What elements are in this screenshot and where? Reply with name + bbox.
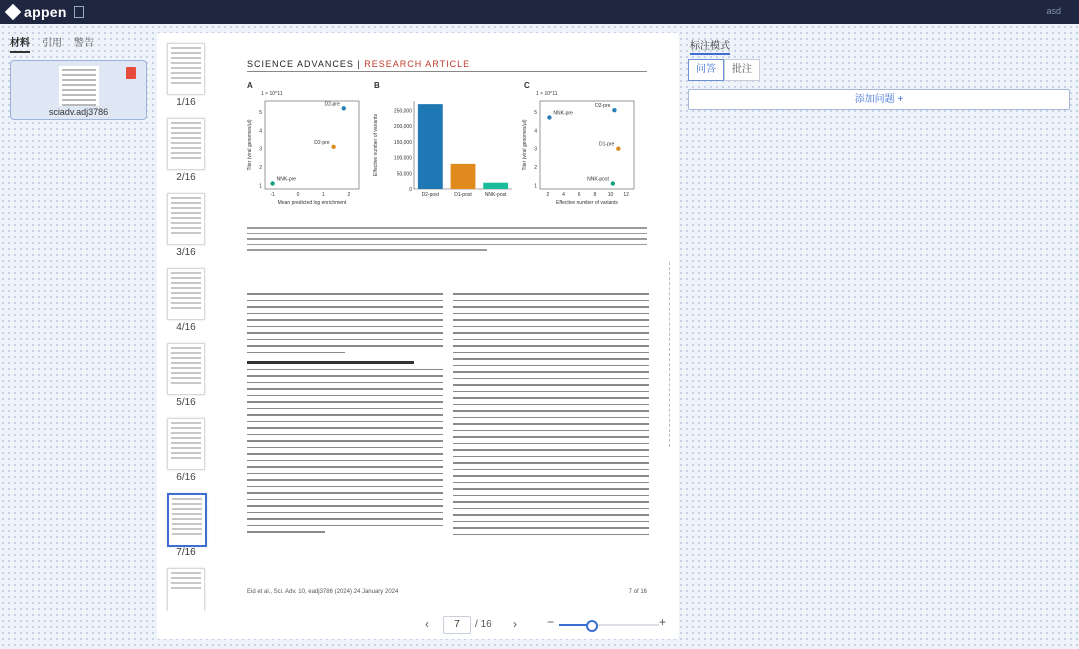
- point-label: D1-pre: [599, 141, 615, 148]
- y-tick-label: 250,000: [393, 108, 412, 115]
- data-point: [270, 181, 274, 185]
- thumbnail-label: 1/16: [176, 97, 196, 108]
- header-rule: [247, 71, 647, 72]
- pager: [157, 615, 679, 635]
- thumbnail-label: 7/16: [176, 547, 196, 558]
- thumbnail-page-3[interactable]: [163, 191, 209, 266]
- journal-name: SCIENCE ADVANCES: [247, 59, 354, 69]
- data-point: [616, 146, 620, 150]
- next-page-icon[interactable]: ›: [513, 617, 517, 631]
- annotation-tabs: [688, 59, 760, 81]
- x-tick-label: -1: [270, 192, 275, 198]
- thumbnail-page-7[interactable]: [163, 491, 209, 566]
- tab-references[interactable]: 引用: [42, 38, 62, 49]
- article-section: RESEARCH ARTICLE: [364, 59, 471, 69]
- journal-header: SCIENCE ADVANCES | RESEARCH ARTICLE: [247, 59, 471, 69]
- document-icon[interactable]: [74, 6, 84, 18]
- y-axis-label: Effective number of variants: [373, 114, 379, 176]
- y-tick-label: 2: [259, 165, 262, 171]
- chart-panel-b: [372, 89, 517, 221]
- y-axis-label: Titer (viral genomes/μl): [247, 119, 253, 171]
- data-point: [611, 181, 615, 185]
- thumbnail-label: 6/16: [176, 472, 196, 483]
- y-scale-note: 1 × 10^11: [536, 91, 558, 97]
- document-viewer: [157, 33, 679, 639]
- panel-letter-c: C: [524, 81, 530, 90]
- document-page[interactable]: [229, 37, 657, 603]
- panel-letter-a: A: [247, 81, 253, 90]
- panel-letter-b: B: [374, 81, 380, 90]
- figure-caption: [247, 227, 647, 255]
- data-point: [612, 108, 616, 112]
- thumbnail-label: 3/16: [176, 247, 196, 258]
- file-thumbnail: [59, 66, 99, 106]
- data-point: [547, 115, 551, 119]
- point-label: NNK-post: [587, 176, 609, 183]
- x-tick-label: 0: [296, 192, 300, 198]
- page-total: / 16: [475, 619, 492, 630]
- thumbnail-page-4[interactable]: [163, 266, 209, 341]
- y-axis-label: Titer (viral genomes/μl): [522, 119, 528, 171]
- top-bar: [0, 0, 1079, 24]
- y-tick-label: 5: [259, 110, 262, 116]
- zoom-in-icon[interactable]: +: [659, 615, 667, 629]
- point-label: D2-pre: [314, 139, 330, 146]
- data-point: [342, 106, 346, 110]
- thumbnail-page-2[interactable]: [163, 116, 209, 191]
- y-scale-note: 1 × 10^11: [261, 91, 283, 97]
- prev-page-icon[interactable]: ‹: [425, 617, 429, 631]
- thumbnail-page-1[interactable]: [163, 41, 209, 116]
- side-margin-text: [669, 262, 680, 447]
- point-label: NNK-pre: [276, 176, 297, 183]
- point-label: NNK-pre: [553, 110, 573, 117]
- y-tick-label: 150,000: [393, 139, 412, 146]
- add-question-button[interactable]: 添加问题 +: [688, 89, 1070, 110]
- thumbnail-page-6[interactable]: [163, 416, 209, 491]
- thumbnail-page-5[interactable]: [163, 341, 209, 416]
- y-tick-label: 1: [534, 183, 537, 190]
- x-tick-label: 10: [607, 192, 614, 198]
- page-footer-number: 7 of 16: [628, 589, 647, 595]
- annotation-mode-title: 标注模式: [690, 37, 730, 55]
- y-tick-label: 5: [534, 110, 537, 116]
- page-number-input[interactable]: 7: [443, 616, 471, 634]
- x-tick-label: 12: [623, 192, 629, 198]
- file-card[interactable]: [10, 60, 147, 120]
- thumbnail-page-8[interactable]: [163, 566, 209, 611]
- chart-panel-a: [247, 89, 367, 221]
- user-name[interactable]: asd: [1046, 6, 1061, 16]
- x-tick-label: D1-post: [454, 192, 472, 198]
- page-total-value: 16: [480, 619, 492, 630]
- y-tick-label: 3: [259, 146, 262, 153]
- point-label: D2-pre: [324, 101, 340, 108]
- y-tick-label: 100,000: [393, 155, 412, 162]
- appen-logo-icon: [6, 5, 20, 19]
- tab-materials[interactable]: 材料: [10, 34, 30, 53]
- appen-logo[interactable]: [6, 3, 67, 21]
- left-tabs: [10, 34, 94, 53]
- thumbnail-label: 2/16: [176, 172, 196, 183]
- x-tick-label: 2: [546, 192, 550, 198]
- y-tick-label: 2: [534, 165, 537, 171]
- zoom-out-icon[interactable]: −: [547, 615, 555, 629]
- x-tick-label: 6: [577, 192, 581, 198]
- x-tick-label: 4: [562, 192, 565, 198]
- bar: [418, 104, 443, 189]
- data-point: [331, 145, 335, 149]
- thumbnail-list[interactable]: [163, 41, 209, 611]
- y-tick-label: 3: [534, 146, 537, 153]
- file-name: sciadv.adj3786: [48, 107, 109, 117]
- x-tick-label: 8: [593, 192, 597, 198]
- x-tick-label: 1: [322, 192, 325, 198]
- tab-annotation[interactable]: 批注: [724, 59, 760, 81]
- text-column-right: [453, 293, 649, 540]
- zoom-slider[interactable]: [559, 624, 659, 626]
- x-tick-label: D2-post: [421, 192, 440, 198]
- bar: [451, 164, 476, 189]
- pdf-icon: [126, 67, 136, 79]
- zoom-slider-handle[interactable]: [586, 620, 598, 632]
- x-tick-label: NNK-post: [484, 192, 507, 198]
- point-label: D2-pre: [595, 103, 611, 110]
- chart-panel-c: [522, 89, 652, 221]
- y-tick-label: 4: [534, 128, 537, 135]
- tab-qa[interactable]: 问答: [688, 59, 724, 81]
- thumbnail-label: 5/16: [176, 397, 196, 408]
- tab-warnings[interactable]: 警告: [74, 38, 94, 49]
- y-tick-label: 1: [259, 183, 262, 190]
- y-tick-label: 4: [259, 128, 262, 135]
- logo-text: appen: [24, 4, 67, 20]
- y-tick-label: 200,000: [393, 124, 412, 131]
- bar: [483, 183, 508, 189]
- x-axis-label: Mean predicted log enrichment: [277, 200, 347, 206]
- y-tick-label: 0: [409, 187, 412, 193]
- text-column-left: [247, 293, 443, 538]
- x-axis-label: Effective number of variants: [556, 200, 618, 206]
- x-tick-label: 2: [347, 192, 351, 198]
- y-tick-label: 50,000: [396, 171, 412, 178]
- thumbnail-label: 4/16: [176, 322, 196, 333]
- page-footer-citation: Eid et al., Sci. Adv. 10, eadj3786 (2024) 24 January 2024: [247, 589, 399, 595]
